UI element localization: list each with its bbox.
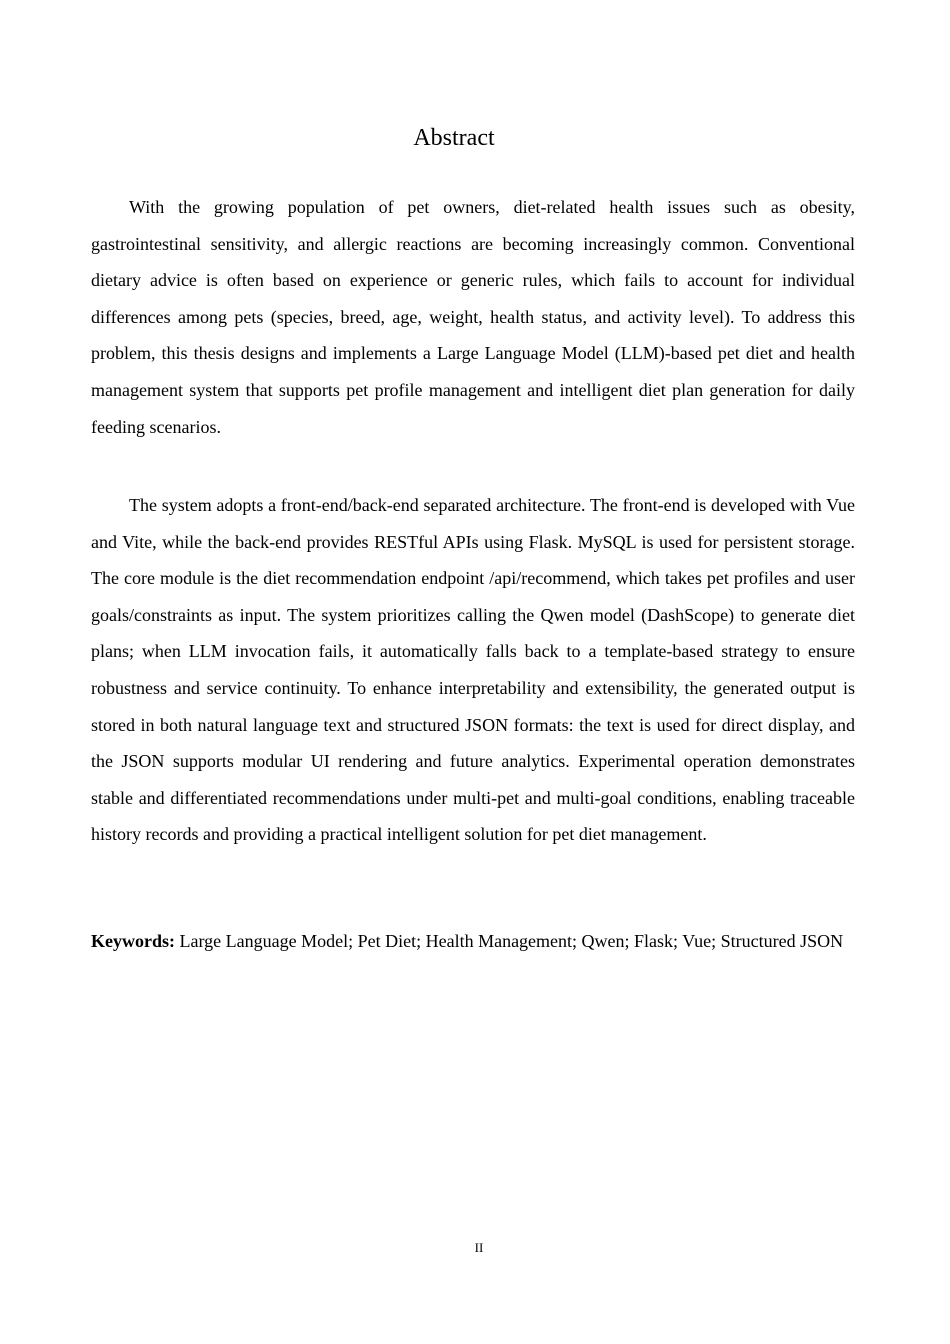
keywords-label: Keywords:: [91, 931, 175, 951]
keywords-line: [91, 932, 855, 951]
abstract-paragraph-2: The system adopts a front-end/back-end separated architecture. The front-end is developed with Vue and Vite, while the back-end provides RESTful APIs using Flask. MySQL is used for persistent storage. The core module is the diet recommendation endpoint /api/recommend, which takes pet profiles and user goals/constraints as input. The system prioritizes calling the Qwen model (DashScope) to generate diet plans; when LLM invocation fails, it automatically falls back to a template-based strategy to ensure robustness and service continuity. To enhance interpretability and extensibility, the generated output is stored in both natural language text and structured JSON formats: the text is used for direct display, and the JSON supports modular UI rendering and future analytics. Experimental operation demonstrates stable and differentiated recommendations under multi-pet and multi-goal conditions, enabling traceable history records and providing a practical intelligent solution for pet diet management.: [91, 495, 855, 845]
page-number: II: [474, 1240, 484, 1255]
keywords-text: Large Language Model; Pet Diet; Health Management; Qwen; Flask; Vue; Structured JSON: [175, 931, 844, 951]
abstract-title: Abstract: [413, 125, 495, 151]
abstract-paragraph-1: With the growing population of pet owners, diet-related health issues such as obesity, gastrointestinal sensitivity, and allergic reactions are becoming increasingly common. Conventional dietary advice is often based on experience or generic rules, which fails to account for individual differences among pets (species, breed, age, weight, health status, and activity level). To address this problem, this thesis designs and implements a Large Language Model (LLM)-based pet diet and health management system that supports pet profile management and intelligent diet plan generation for daily feeding scenarios.: [91, 197, 855, 437]
